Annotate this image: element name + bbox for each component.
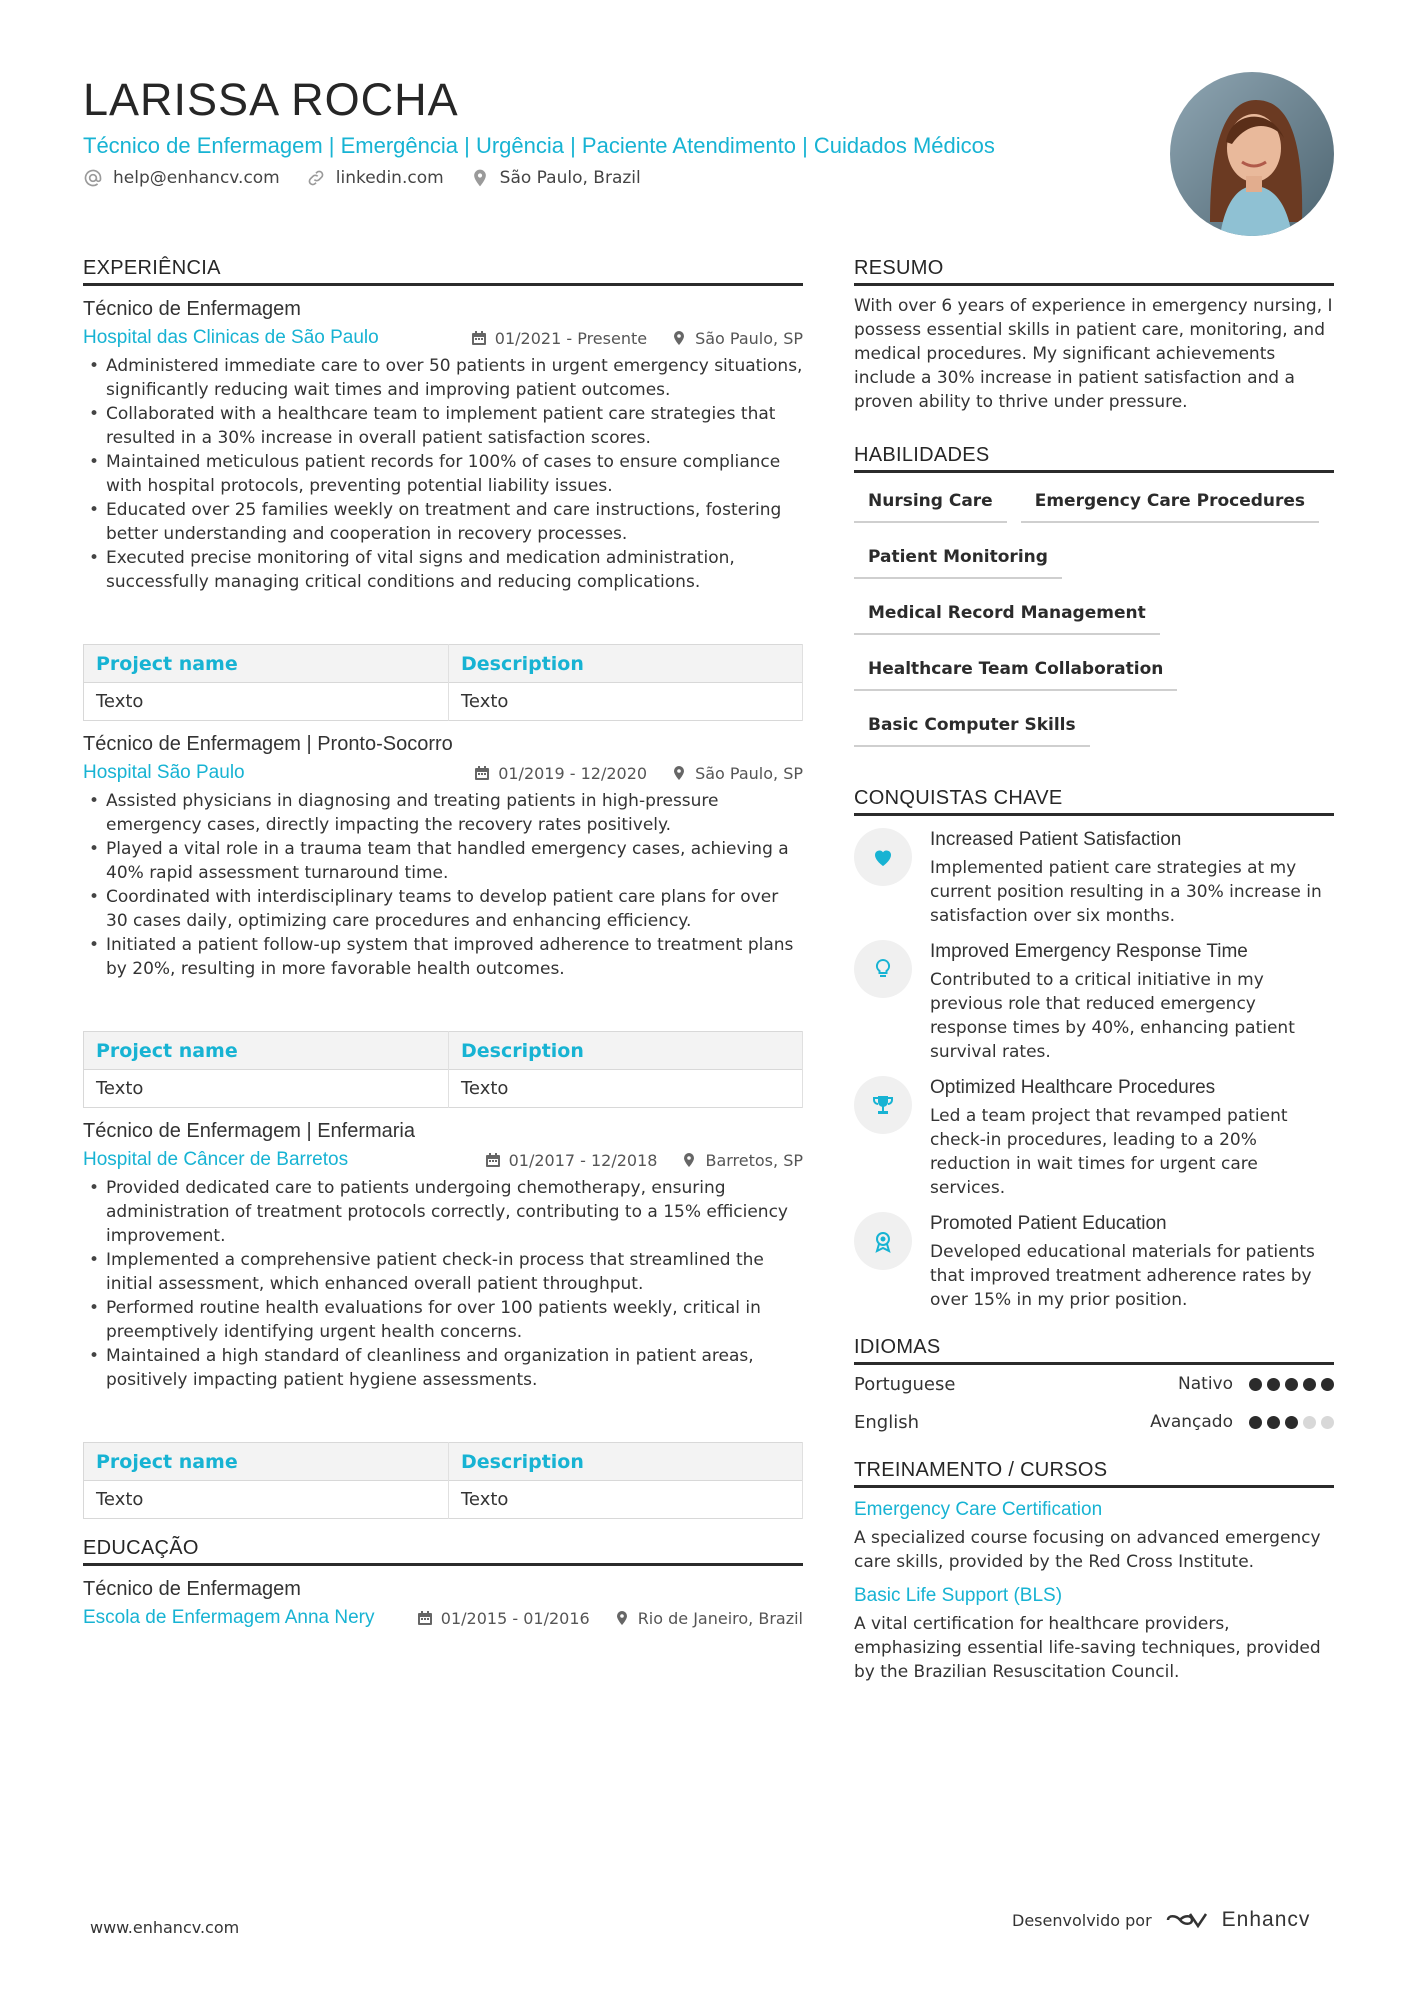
skill-tag: Patient Monitoring — [854, 535, 1062, 579]
bullet-item: • Collaborated with a healthcare team to implement patient care strategies that resulted in a 30% increase in overall patient satisfaction scores. — [83, 402, 803, 450]
courses-heading: TREINAMENTO / CURSOS — [854, 1457, 1334, 1488]
achievement-body — [930, 1076, 1334, 1200]
job-dates — [471, 329, 647, 348]
skill-tag: Medical Record Management — [854, 591, 1160, 635]
job-location — [671, 329, 803, 348]
education-heading: EDUCAÇÃO — [83, 1535, 803, 1566]
table-header-description: Description — [449, 1032, 803, 1070]
bullet-item: • Maintained meticulous patient records for 100% of cases to ensure compliance with hospital protocols, preventing potential liability issues. — [83, 450, 803, 498]
table-row — [84, 683, 803, 721]
achievement-icon-circle — [854, 1076, 912, 1134]
achievement-body — [930, 940, 1334, 1064]
map-pin-icon — [671, 765, 687, 781]
job-meta — [83, 326, 803, 350]
footer-website[interactable]: www.enhancv.com — [90, 1918, 240, 1937]
candidate-name: LARISSA ROCHA — [83, 74, 459, 125]
company-name[interactable]: Hospital São Paulo — [83, 762, 245, 783]
table-header-description: Description — [449, 645, 803, 683]
bullet-item: • Maintained a high standard of cleanliness and organization in patient areas, positively impacting patient hygiene assessments. — [83, 1344, 803, 1392]
header — [83, 72, 1143, 188]
trophy-icon — [871, 1093, 895, 1117]
bullet-item: • Played a vital role in a trauma team that handled emergency cases, achieving a 40% rapid assessment turnaround time. — [83, 837, 803, 885]
achievement-title: Optimized Healthcare Procedures — [930, 1077, 1216, 1098]
table-header-description: Description — [449, 1443, 803, 1481]
job-location-text: São Paulo, SP — [695, 763, 803, 783]
calendar-icon — [485, 1152, 501, 1168]
award-icon — [871, 1229, 895, 1253]
achievement-description: Led a team project that revamped patient check-in procedures, leading to a 20% reduction in wait times for urgent care services. — [930, 1106, 1288, 1198]
achievement-body — [930, 1212, 1334, 1312]
job-dates-text: 01/2019 - 12/2020 — [498, 763, 648, 783]
achievement-icon-circle — [854, 940, 912, 998]
table-header-row — [84, 645, 803, 683]
left-column — [83, 255, 803, 1630]
profile-photo — [1170, 72, 1334, 236]
powered-by-text: Desenvolvido por — [1012, 1910, 1152, 1930]
at-icon — [83, 168, 103, 188]
skill-tag: Emergency Care Procedures — [1021, 479, 1319, 523]
bullet-item: • Provided dedicated care to patients undergoing chemotherapy, ensuring administration of treatment protocols correctly, contributing to a 15% efficiency improvement. — [83, 1176, 803, 1248]
language-name: Portuguese — [854, 1373, 956, 1395]
education-meta — [83, 1606, 803, 1630]
education-school: Escola de Enfermagem Anna Nery — [83, 1607, 375, 1628]
course-description: A specialized course focusing on advanced emergency care skills, provided by the Red Cross Institute. — [854, 1528, 1321, 1572]
table-header-project: Project name — [84, 1032, 449, 1070]
language-level: Nativo — [1178, 1374, 1233, 1394]
heart-icon — [871, 845, 895, 869]
linkedin-text: linkedin.com — [335, 168, 444, 188]
job-title: Técnico de Enfermagem | Pronto-Socorro — [83, 733, 453, 755]
bullet-item: • Coordinated with interdisciplinary teams to develop patient care plans for over 30 cases daily, optimizing care procedures and enhancing efficiency. — [83, 885, 803, 933]
languages-list — [854, 1365, 1334, 1441]
course-description: A vital certification for healthcare providers, emphasizing essential life-saving techniques, provided by the Brazilian Resuscitation Council. — [854, 1614, 1321, 1682]
bullet-item: • Educated over 25 families weekly on treatment and care instructions, fostering better understanding and cooperation in recovery processes. — [83, 498, 803, 546]
table-row — [84, 1070, 803, 1108]
achievement-title: Promoted Patient Education — [930, 1213, 1167, 1234]
project-table — [83, 1031, 803, 1108]
rating-dot — [1267, 1416, 1280, 1429]
courses-list — [854, 1498, 1334, 1684]
achievement-item — [854, 1076, 1334, 1200]
bullet-item: • Initiated a patient follow-up system that improved adherence to treatment plans by 20%, resulting in more favorable health outcomes. — [83, 933, 803, 981]
link-icon — [306, 168, 326, 188]
skill-tag: Nursing Care — [854, 479, 1007, 523]
achievement-title: Increased Patient Satisfaction — [930, 829, 1182, 850]
table-cell: Texto — [449, 683, 803, 721]
job-meta — [83, 1148, 803, 1172]
rating-dot — [1303, 1378, 1316, 1391]
experience-entry — [83, 1118, 803, 1392]
languages-heading: IDIOMAS — [854, 1334, 1334, 1365]
summary-heading: RESUMO — [854, 255, 1334, 286]
achievement-icon-circle — [854, 828, 912, 886]
experience-entry — [83, 731, 803, 981]
calendar-icon — [471, 330, 487, 346]
course-title[interactable]: Emergency Care Certification — [854, 1499, 1103, 1520]
education-entry — [83, 1576, 803, 1630]
job-title: Técnico de Enfermagem | Enfermaria — [83, 1120, 416, 1142]
course-title[interactable]: Basic Life Support (BLS) — [854, 1585, 1063, 1606]
location-text: São Paulo, Brazil — [499, 168, 641, 188]
table-header-row — [84, 1032, 803, 1070]
achievement-item — [854, 940, 1334, 1064]
company-name[interactable]: Hospital de Câncer de Barretos — [83, 1149, 349, 1170]
experience-heading: EXPERIÊNCIA — [83, 255, 803, 286]
rating-dot — [1285, 1378, 1298, 1391]
table-header-project: Project name — [84, 645, 449, 683]
lightbulb-icon — [871, 957, 895, 981]
language-row — [854, 1365, 1334, 1403]
job-meta — [83, 761, 803, 785]
enhancv-logo-icon — [1164, 1908, 1210, 1932]
job-location-text: Barretos, SP — [705, 1150, 803, 1170]
job-dates-text: 01/2017 - 12/2018 — [508, 1150, 658, 1170]
brand-name: Enhancv — [1221, 1908, 1311, 1931]
job-bullets — [83, 1176, 803, 1392]
job-dates — [485, 1151, 658, 1170]
achievements-list — [854, 828, 1334, 1312]
table-cell: Texto — [84, 683, 449, 721]
bullet-item: • Assisted physicians in diagnosing and treating patients in high-pressure emergency cases, directly impacting the recovery rates positively. — [83, 789, 803, 837]
job-location — [671, 764, 803, 783]
contact-linkedin[interactable] — [306, 168, 444, 188]
table-cell: Texto — [449, 1070, 803, 1108]
job-title: Técnico de Enfermagem — [83, 298, 301, 320]
project-table — [83, 1442, 803, 1519]
skill-tag: Basic Computer Skills — [854, 703, 1090, 747]
job-dates — [474, 764, 647, 783]
skill-tag: Healthcare Team Collaboration — [854, 647, 1177, 691]
language-level: Avançado — [1150, 1412, 1233, 1432]
achievement-description: Implemented patient care strategies at my current position resulting in a 30% increase in satisfaction over six months. — [930, 858, 1322, 926]
bullet-item: • Performed routine health evaluations for over 100 patients weekly, critical in preemptively identifying urgent health concerns. — [83, 1296, 803, 1344]
bullet-item: • Administered immediate care to over 50 patients in urgent emergency situations, significantly reducing wait times and improving patient outcomes. — [83, 354, 803, 402]
table-header-row — [84, 1443, 803, 1481]
map-pin-icon — [671, 330, 687, 346]
map-pin-icon — [470, 168, 490, 188]
experience-entry — [83, 296, 803, 594]
skills-heading: HABILIDADES — [854, 442, 1334, 473]
rating-dot — [1303, 1416, 1316, 1429]
map-pin-icon — [681, 1152, 697, 1168]
calendar-icon — [417, 1610, 433, 1626]
table-cell: Texto — [449, 1481, 803, 1519]
company-name[interactable]: Hospital das Clinicas de São Paulo — [83, 327, 379, 348]
job-location-text: São Paulo, SP — [695, 328, 803, 348]
project-table — [83, 644, 803, 721]
table-row — [84, 1481, 803, 1519]
calendar-icon — [474, 765, 490, 781]
job-location — [681, 1151, 803, 1170]
achievements-heading: CONQUISTAS CHAVE — [854, 785, 1334, 816]
experience-list — [83, 296, 803, 1519]
contact-bar — [83, 168, 1143, 188]
skills-list — [854, 479, 1334, 759]
achievement-item — [854, 1212, 1334, 1312]
table-cell: Texto — [84, 1070, 449, 1108]
contact-email[interactable] — [83, 168, 280, 188]
table-cell: Texto — [84, 1481, 449, 1519]
achievement-description: Developed educational materials for patients that improved treatment adherence rates by over 15% in my prior position. — [930, 1242, 1315, 1310]
education-location — [614, 1609, 803, 1628]
education-location-text: Rio de Janeiro, Brazil — [637, 1608, 803, 1628]
contact-location — [470, 168, 641, 188]
table-header-project: Project name — [84, 1443, 449, 1481]
bullet-item: • Executed precise monitoring of vital signs and medication administration, successfully managing critical conditions and reducing complications. — [83, 546, 803, 594]
achievement-item — [854, 828, 1334, 928]
bullet-item: • Implemented a comprehensive patient check-in process that streamlined the initial assessment, which enhanced overall patient throughput. — [83, 1248, 803, 1296]
rating-dot — [1249, 1416, 1262, 1429]
achievement-icon-circle — [854, 1212, 912, 1270]
rating-dot — [1249, 1378, 1262, 1391]
rating-dot — [1267, 1378, 1280, 1391]
rating-dot — [1321, 1378, 1334, 1391]
achievement-body — [930, 828, 1334, 928]
right-column — [854, 255, 1334, 1684]
achievement-description: Contributed to a critical initiative in my previous role that reduced emergency response times by 40%, enhancing patient survival rates. — [930, 970, 1295, 1062]
language-rating — [1249, 1378, 1334, 1391]
language-rating — [1249, 1416, 1334, 1429]
map-pin-icon — [614, 1610, 630, 1626]
job-dates-text: 01/2021 - Presente — [494, 328, 648, 348]
email-text: help@enhancv.com — [113, 168, 280, 188]
summary-text: With over 6 years of experience in emergency nursing, I possess essential skills in patient care, monitoring, and medical procedures. My significant achievements include a 30% increase in patient satisfaction and a proven ability to thrive under pressure. — [854, 296, 1333, 412]
language-row — [854, 1403, 1334, 1441]
education-dates-text: 01/2015 - 01/2016 — [440, 1608, 590, 1628]
achievement-title: Improved Emergency Response Time — [930, 941, 1248, 962]
rating-dot — [1285, 1416, 1298, 1429]
language-name: English — [854, 1411, 919, 1433]
candidate-title: Técnico de Enfermagem | Emergência | Urgência | Paciente Atendimento | Cuidados Médicos — [83, 133, 995, 158]
job-bullets — [83, 354, 803, 594]
footer-branding — [1012, 1908, 1310, 1932]
education-degree: Técnico de Enfermagem — [83, 1578, 301, 1600]
job-bullets — [83, 789, 803, 981]
rating-dot — [1321, 1416, 1334, 1429]
education-dates — [417, 1609, 590, 1628]
